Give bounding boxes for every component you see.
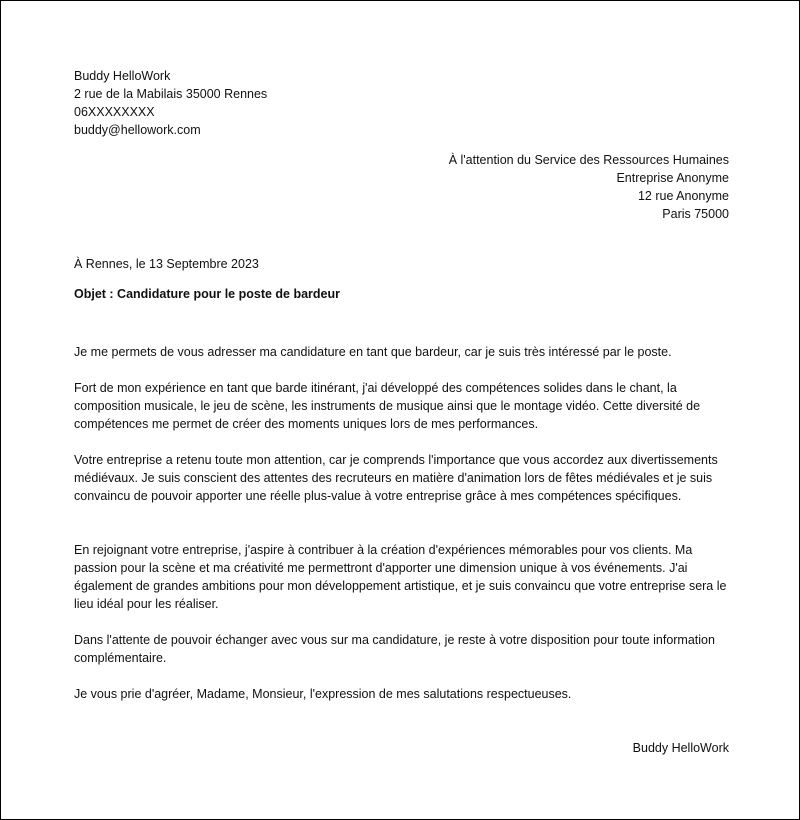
recipient-block xyxy=(74,151,729,223)
recipient-company: Entreprise Anonyme xyxy=(616,171,729,185)
letter-subject: Objet : Candidature pour le poste de bardeur xyxy=(74,287,341,301)
body-paragraph-1: Je me permets de vous adresser ma candidature en tant que bardeur, car je suis très intéressé par le poste. xyxy=(74,345,672,359)
recipient-attention: À l'attention du Service des Ressources Humaines xyxy=(448,153,729,167)
body-paragraph-5: Dans l'attente de pouvoir échanger avec vous sur ma candidature, je reste à votre disposition pour toute information complémentaire. xyxy=(74,633,715,665)
signature: Buddy HelloWork xyxy=(632,741,729,755)
body-paragraph-3: Votre entreprise a retenu toute mon attention, car je comprends l'importance que vous accordez aux divertissements médiévaux. Je suis conscient des attentes des recruteurs en matière d'animation lors de fêtes médiévales et je suis convaincu de pouvoir apporter une réelle plus-value à votre entreprise grâce à mes compétences spécifiques. xyxy=(74,453,718,503)
body-paragraph-4: En rejoignant votre entreprise, j'aspire à contribuer à la création d'expériences mémorables pour vos clients. Ma passion pour la scène et ma créativité me permettront d'apporter une dimension unique à vos événements. J'ai également de grandes ambitions pour mon développement artistique, et je suis convaincu que votre entreprise sera le lieu idéal pour les réaliser. xyxy=(74,543,727,611)
place-date: À Rennes, le 13 Septembre 2023 xyxy=(74,257,259,271)
sender-name: Buddy HelloWork xyxy=(74,69,171,83)
recipient-city: Paris 75000 xyxy=(662,207,729,221)
body-paragraph-2: Fort de mon expérience en tant que barde itinérant, j'ai développé des compétences solides dans le chant, la composition musicale, le jeu de scène, les instruments de musique ainsi que le montage vidéo. Cette diversité de compétences me permet de créer des moments uniques lors de mes performances. xyxy=(74,381,701,431)
sender-email: buddy@hellowork.com xyxy=(74,123,201,137)
body-paragraph-6: Je vous prie d'agréer, Madame, Monsieur, l'expression de mes salutations respectueuses. xyxy=(74,687,572,701)
sender-block xyxy=(74,67,729,139)
sender-address: 2 rue de la Mabilais 35000 Rennes xyxy=(74,87,268,101)
recipient-street: 12 rue Anonyme xyxy=(637,189,729,203)
sender-phone: 06XXXXXXXX xyxy=(74,105,155,119)
